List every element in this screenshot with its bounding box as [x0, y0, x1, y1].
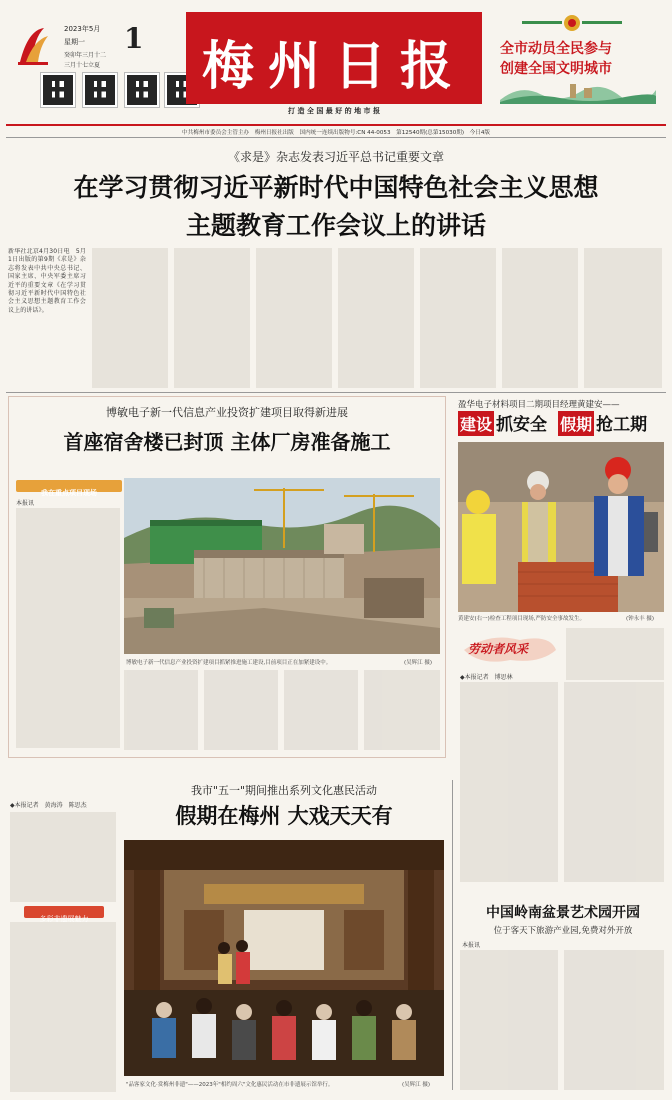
feature-caption-text: 博敏电子新一代信息产业投资扩建项目抓紧推进施工建设,目前项目正在加紧建设中。 — [126, 660, 332, 666]
promo-emblem — [492, 14, 652, 32]
right-headline-black-1: 抓安全 — [496, 415, 548, 435]
qr-code[interactable] — [40, 72, 76, 108]
feature-lower-columns — [124, 670, 440, 750]
right-photographer: (钟永丰 摄) — [626, 616, 655, 622]
masthead — [0, 0, 672, 124]
feature-text-column — [16, 508, 120, 748]
bonsai-byline: 本报讯 — [462, 942, 481, 949]
right-headline — [458, 410, 664, 436]
lunar-date-2: 三月十七立夏 — [64, 62, 101, 69]
events-photographer: (吴辉江 摄) — [402, 1082, 431, 1088]
promo-illustration — [500, 80, 656, 104]
lead-headline-2: 主题教育工作会议上的讲话 — [185, 211, 486, 240]
section-tag-text: 劳动者风采 — [468, 642, 529, 656]
events-sub-badge — [24, 906, 104, 923]
lead-first-paragraph — [8, 248, 86, 388]
events-kicker: 我市"五一"期间推出系列文化惠民活动 — [190, 784, 378, 797]
events-left-text-1 — [10, 812, 116, 902]
feature-headline: 首座宿舍楼已封顶 主体厂房准备施工 — [63, 430, 391, 454]
publisher-line: 中共梅州市委员会主管主办 梅州日报社出版 国内统一连续出版物号:CN 44-0053 第12540期(总第15030期) 今日4版 — [182, 130, 490, 136]
newspaper-logo — [14, 24, 52, 68]
masthead-title-block — [186, 12, 482, 104]
feature-byline: 本报讯 — [16, 500, 35, 507]
events-headline: 假期在梅州 大戏天天有 — [175, 803, 393, 828]
right-byline: ◆本报记者 博思林 — [460, 674, 513, 681]
issue-date: 2023年5月 — [64, 25, 101, 33]
feature-badge-text: 我在重点项目现场 — [41, 489, 97, 497]
right-headline-red-2: 假期 — [558, 411, 594, 436]
lead-columns — [92, 248, 664, 388]
feature-badge — [16, 480, 122, 497]
right-caption — [458, 614, 618, 622]
feature-kicker: 博敏电子新一代信息产业投资扩建项目取得新进展 — [106, 406, 348, 419]
bonsai-columns — [460, 950, 664, 1090]
right-headline-red-1: 建设 — [458, 411, 494, 436]
feature-photographer: (吴辉江 摄) — [404, 660, 433, 666]
issue-weekday: 星期一 — [64, 38, 85, 46]
lead-first-paragraph-text: 新华社北京4月30日电 5月1日出版的第9期《求是》杂志将发表中共中央总书记、国家主席、中央军委主席习近平的重要文章《在学习贯彻习近平新时代中国特色社会主义思想主题教育工作会议上的讲话》。 — [8, 248, 86, 314]
events-left-text-2 — [10, 922, 116, 1092]
lead-headline-1: 在学习贯彻习近平新时代中国特色社会主义思想 — [73, 173, 599, 202]
section-tag-labor — [460, 630, 560, 668]
right-kicker: 盈华电子材料项目二期项目经理黄建安—— — [458, 400, 620, 410]
bonsai-subhead: 位于客天下旅游产业园,免费对外开放 — [493, 926, 633, 936]
lower-vertical-rule — [452, 780, 453, 1090]
masthead-slogan: 打 造 全 国 最 好 的 地 市 报 — [288, 107, 380, 115]
events-sub-badge-text: 多彩非遗展魅力 — [39, 915, 89, 923]
lead-kicker: 《求是》杂志发表习近平总书记重要文章 — [227, 150, 444, 164]
construction-site-photo — [124, 478, 440, 654]
hall-performance-photo — [124, 840, 444, 1076]
qr-code[interactable] — [124, 72, 160, 108]
promo-line-2: 创建全国文明城市 — [500, 61, 612, 77]
publisher-rule — [6, 137, 666, 138]
page-number: 1 — [124, 22, 144, 55]
masthead-rule — [6, 124, 666, 126]
promo-line-1: 全市动员全民参与 — [500, 41, 612, 57]
right-columns — [460, 682, 664, 882]
right-caption-text: 黄建安(右一)检查工程项目现场,严防安全事故发生。 — [458, 616, 586, 622]
newspaper-title: 梅州日报 — [201, 36, 466, 97]
lead-bottom-rule — [6, 392, 666, 393]
events-byline: ◆本报记者 黄海涛 陈思杰 — [10, 802, 87, 809]
events-caption-text: "品客家文化·赏梅州非遗"——2023年"相约周六"文化惠民活动在市非遗展示馆举行。 — [126, 1082, 334, 1088]
worker-inspection-photo — [458, 442, 664, 612]
qr-code[interactable] — [82, 72, 118, 108]
lunar-date-1: 癸卯年三月十二 — [64, 52, 107, 59]
feature-caption — [126, 658, 416, 666]
events-caption — [126, 1080, 400, 1088]
right-side-columns-top — [566, 628, 664, 680]
right-headline-black-2: 抢工期 — [596, 415, 648, 435]
bonsai-headline: 中国岭南盆景艺术园开园 — [486, 905, 640, 921]
